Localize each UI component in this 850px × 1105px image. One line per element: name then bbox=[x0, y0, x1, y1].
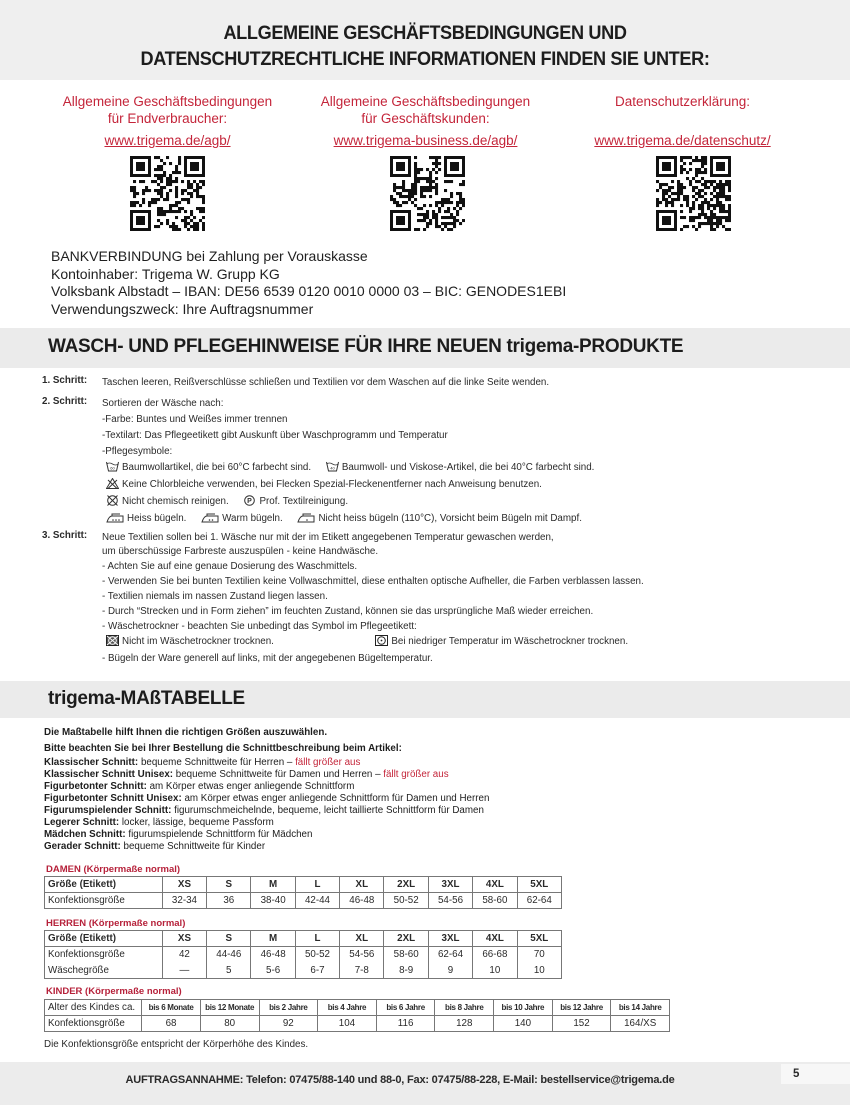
cut-description: bequeme Schnittweite für Herren – bbox=[140, 757, 296, 768]
cut-description: bequeme Schnittweite für Damen und Herren – bbox=[175, 769, 384, 780]
table-cell: 104 bbox=[318, 1016, 377, 1032]
cut-description: am Körper etwas enger anliegende Schnittform für Damen und Herren bbox=[184, 793, 490, 804]
table-header-cell: 4XL bbox=[473, 931, 517, 947]
table-header-row bbox=[45, 1000, 670, 1016]
table-header-cell: bis 14 Jahre bbox=[611, 1000, 670, 1016]
table-header-cell: bis 6 Monate bbox=[142, 1000, 201, 1016]
table-cell: 54-56 bbox=[428, 893, 472, 909]
cut-description: figurumspielende Schnittform für Mädchen bbox=[128, 829, 313, 840]
table-cell: 38-40 bbox=[251, 893, 295, 909]
table-cell: Wäschegröße bbox=[45, 963, 163, 979]
table-cell: 5 bbox=[207, 963, 251, 979]
table-cell: Konfektionsgröße bbox=[45, 1016, 142, 1032]
table-header-cell: 2XL bbox=[384, 931, 428, 947]
legal-links bbox=[0, 93, 850, 243]
table-row bbox=[45, 963, 562, 979]
step-text: - Bügeln der Ware generell auf links, mit der angegebenen Bügeltemperatur. bbox=[102, 653, 433, 664]
table-header-cell: 5XL bbox=[517, 877, 561, 893]
cut-description: am Körper etwas enger anliegende Schnittform bbox=[149, 781, 355, 792]
table-header-cell: XL bbox=[340, 931, 384, 947]
table-header-cell: bis 12 Jahre bbox=[552, 1000, 611, 1016]
table-cell: 66-68 bbox=[473, 947, 517, 963]
table-cell: 5-6 bbox=[251, 963, 295, 979]
cut-descriptions bbox=[44, 757, 489, 853]
iron-hot-icon bbox=[106, 512, 124, 523]
step-text: Sortieren der Wäsche nach: bbox=[102, 398, 224, 409]
table-header-cell: 3XL bbox=[428, 931, 472, 947]
cut-note: fällt größer aus bbox=[295, 757, 361, 768]
page-title bbox=[30, 20, 821, 72]
bank-heading: BANKVERBINDUNG bei Zahlung per Vorauskasse bbox=[51, 248, 368, 264]
cut-item bbox=[44, 817, 489, 829]
table-cell: 62-64 bbox=[517, 893, 561, 909]
ironing-row bbox=[102, 511, 594, 528]
table-cell: 164/XS bbox=[611, 1016, 670, 1032]
footer-band bbox=[0, 1062, 850, 1105]
table-header-cell: bis 2 Jahre bbox=[259, 1000, 318, 1016]
care-section-title: WASCH- UND PFLEGEHINWEISE FÜR IHRE NEUEN trigema-PRODUKTE bbox=[48, 336, 684, 357]
step-text: -Farbe: Buntes und Weißes immer trennen bbox=[102, 414, 288, 425]
step-text: - Textilien niemals im nassen Zustand liegen lassen. bbox=[102, 591, 328, 602]
table-header-cell: Alter des Kindes ca. bbox=[45, 1000, 142, 1016]
step-label: 3. Schritt: bbox=[42, 530, 88, 541]
table-row bbox=[45, 893, 562, 909]
account-holder: Kontoinhaber: Trigema W. Grupp KG bbox=[51, 265, 280, 282]
no-tumble-dry-icon bbox=[106, 635, 119, 646]
step-text: -Textilart: Das Pflegeetikett gibt Auskunft über Waschprogramm und Temperatur bbox=[102, 430, 448, 441]
iron-low-text: Nicht heiss bügeln (110°C), Vorsicht beim Bügeln mit Dampf. bbox=[318, 513, 582, 524]
size-intro bbox=[44, 727, 489, 853]
table-cell: 50-52 bbox=[384, 893, 428, 909]
step-text: um überschüssige Farbreste auszuspülen - keine Handwäsche. bbox=[102, 546, 379, 557]
cut-name: Mädchen Schnitt: bbox=[44, 829, 126, 840]
page-number: 5 bbox=[781, 1064, 850, 1084]
table-cell: 42-44 bbox=[295, 893, 339, 909]
table-cell: Konfektionsgröße bbox=[45, 947, 163, 963]
no-dry-clean-text: Nicht chemisch reinigen. bbox=[122, 496, 229, 507]
table-cell: 54-56 bbox=[340, 947, 384, 963]
table-cell: 116 bbox=[376, 1016, 435, 1032]
table-cell: 58-60 bbox=[473, 893, 517, 909]
table-header-cell: Größe (Etikett) bbox=[45, 931, 163, 947]
table-header-cell: bis 8 Jahre bbox=[435, 1000, 494, 1016]
table-cell: 9 bbox=[428, 963, 472, 979]
table-header-cell: XS bbox=[162, 931, 206, 947]
table-cell: 80 bbox=[200, 1016, 259, 1032]
damen-size-table bbox=[44, 876, 562, 909]
iron-warm-icon bbox=[201, 512, 219, 523]
bleach-row bbox=[102, 477, 594, 494]
professional-clean-text: Prof. Textilreinigung. bbox=[259, 496, 349, 507]
table-cell: 8-9 bbox=[384, 963, 428, 979]
step-label: 2. Schritt: bbox=[42, 396, 88, 407]
table-cell: 128 bbox=[435, 1016, 494, 1032]
step-text: - Durch “Strecken und in Form ziehen” im feuchten Zustand, können sie das ursprüngliche Maß wieder erreichen. bbox=[102, 606, 594, 617]
qr-code-agb-consumers[interactable] bbox=[130, 156, 205, 231]
link-agb-consumers bbox=[40, 93, 295, 149]
professional-clean-icon bbox=[243, 495, 256, 506]
table-header-cell: bis 12 Monate bbox=[200, 1000, 259, 1016]
tumble-dry-row bbox=[102, 634, 644, 651]
wash-40-text: Baumwoll- und Viskose-Artikel, die bei 40°C farbecht sind. bbox=[341, 462, 595, 473]
table-cell: 70 bbox=[517, 947, 561, 963]
no-bleach-text: Keine Chlorbleiche verwenden, bei Flecken Spezial-Fleckenentferner nach Anweisung benutzen. bbox=[122, 479, 542, 490]
table-cell: 6-7 bbox=[295, 963, 339, 979]
table-header-cell: M bbox=[251, 877, 295, 893]
cut-description: bequeme Schnittweite für Kinder bbox=[123, 841, 266, 852]
cut-item bbox=[44, 769, 489, 781]
table-header-cell: Größe (Etikett) bbox=[45, 877, 163, 893]
cut-item bbox=[44, 757, 489, 769]
agb-business-link[interactable]: www.trigema-business.de/agb/ bbox=[333, 133, 518, 148]
cut-name: Figurbetonter Schnitt Unisex: bbox=[44, 793, 182, 804]
bank-details bbox=[51, 248, 566, 318]
table-cell: 140 bbox=[494, 1016, 553, 1032]
table-cell: 50-52 bbox=[295, 947, 339, 963]
care-section-band bbox=[0, 328, 850, 368]
cut-name: Figurumspielender Schnitt: bbox=[44, 805, 172, 816]
iron-hot-text: Heiss bügeln. bbox=[127, 513, 187, 524]
cut-name: Klassischer Schnitt Unisex: bbox=[44, 769, 174, 780]
table-header-cell: L bbox=[295, 931, 339, 947]
title-line-2: DATENSCHUTZRECHTLICHE INFORMATIONEN FINDEN SIE UNTER: bbox=[140, 48, 710, 70]
link-label: Allgemeine Geschäftsbedingungen bbox=[320, 94, 531, 109]
svg-text:P: P bbox=[247, 498, 253, 505]
herren-table-title: HERREN (Körpermaße normal) bbox=[46, 918, 186, 929]
payment-reference: Verwendungszweck: Ihre Auftragsnummer bbox=[51, 300, 314, 317]
table-cell: 62-64 bbox=[428, 947, 472, 963]
table-header-row bbox=[45, 931, 562, 947]
kinder-table-title: KINDER (Körpermaße normal) bbox=[46, 986, 182, 997]
table-cell: Konfektionsgröße bbox=[45, 893, 163, 909]
cut-item bbox=[44, 805, 489, 817]
size-intro-line: Die Maßtabelle hilft Ihnen die richtigen Größen auszuwählen. bbox=[44, 727, 328, 738]
no-dry-clean-icon bbox=[106, 495, 119, 506]
table-cell: 46-48 bbox=[340, 893, 384, 909]
step-text: - Achten Sie auf eine genaue Dosierung des Waschmittels. bbox=[102, 561, 358, 572]
table-row bbox=[45, 947, 562, 963]
table-header-cell: bis 4 Jahre bbox=[318, 1000, 377, 1016]
table-header-row bbox=[45, 877, 562, 893]
cut-description: figurumschmeichelnde, bequeme, leicht taillierte Schnittform für Damen bbox=[174, 805, 484, 816]
svg-text:40: 40 bbox=[330, 465, 335, 471]
table-header-cell: S bbox=[207, 931, 251, 947]
table-cell: 36 bbox=[207, 893, 251, 909]
agb-consumer-link[interactable]: www.trigema.de/agb/ bbox=[104, 133, 231, 148]
cut-name: Gerader Schnitt: bbox=[44, 841, 121, 852]
link-label: Datenschutzerklärung: bbox=[614, 94, 751, 109]
link-privacy bbox=[555, 93, 810, 149]
wash-60-icon bbox=[106, 461, 119, 472]
iban-bic: Volksbank Albstadt – IBAN: DE56 6539 0120 0010 0000 03 – BIC: GENODES1EBI bbox=[51, 283, 567, 299]
title-line-1: ALLGEMEINE GESCHÄFTSBEDINGUNGEN UND bbox=[223, 22, 627, 44]
iron-low-icon bbox=[297, 512, 315, 523]
cut-item bbox=[44, 841, 489, 853]
link-sublabel: für Geschäftskunden: bbox=[361, 111, 490, 126]
table-header-cell: 5XL bbox=[517, 931, 561, 947]
size-section-band bbox=[0, 681, 850, 718]
table-header-cell: 3XL bbox=[428, 877, 472, 893]
privacy-link[interactable]: www.trigema.de/datenschutz/ bbox=[594, 133, 771, 148]
table-header-cell: bis 6 Jahre bbox=[376, 1000, 435, 1016]
svg-text:60: 60 bbox=[110, 465, 115, 471]
table-cell: 92 bbox=[259, 1016, 318, 1032]
cut-name: Legerer Schnitt: bbox=[44, 817, 120, 828]
qr-code-agb-business[interactable] bbox=[390, 156, 465, 231]
step-text: Neue Textilien sollen bei 1. Wäsche nur mit der im Etikett angegebenen Temperatur gewaschen werden, bbox=[102, 532, 554, 543]
step-text: Taschen leeren, Reißverschlüsse schließen und Textilien vor dem Waschen auf die linke Seite wenden. bbox=[102, 377, 550, 388]
no-bleach-icon bbox=[106, 478, 119, 489]
cut-item bbox=[44, 793, 489, 805]
table-header-cell: bis 10 Jahre bbox=[494, 1000, 553, 1016]
table-cell: 44-46 bbox=[207, 947, 251, 963]
table-header-cell: M bbox=[251, 931, 295, 947]
step-label: 1. Schritt: bbox=[42, 375, 88, 386]
herren-size-table bbox=[44, 930, 562, 979]
table-cell: 42 bbox=[162, 947, 206, 963]
cut-item bbox=[44, 781, 489, 793]
table-header-cell: S bbox=[207, 877, 251, 893]
size-section-title: trigema-MAßTABELLE bbox=[48, 688, 245, 709]
table-cell: 10 bbox=[517, 963, 561, 979]
low-tumble-dry-icon bbox=[375, 635, 388, 646]
iron-warm-text: Warm bügeln. bbox=[222, 513, 283, 524]
table-cell: 32-34 bbox=[162, 893, 206, 909]
kinder-size-table bbox=[44, 999, 670, 1032]
low-tumble-dry-text: Bei niedriger Temperatur im Wäschetrockner trocknen. bbox=[391, 636, 629, 647]
table-cell: 7-8 bbox=[340, 963, 384, 979]
order-contact: AUFTRAGSANNAHME: Telefon: 07475/88-140 und 88-0, Fax: 07475/88-228, E-Mail: bestellservice@trigema.de bbox=[125, 1074, 675, 1086]
cut-note: fällt größer aus bbox=[383, 769, 449, 780]
table-cell: 58-60 bbox=[384, 947, 428, 963]
size-intro-line: Bitte beachten Sie bei Ihrer Bestellung die Schnittbeschreibung beim Artikel: bbox=[44, 743, 402, 754]
damen-table-title: DAMEN (Körpermaße normal) bbox=[46, 864, 181, 875]
step-text: - Verwenden Sie bei bunten Textilien keine Vollwaschmittel, diese enthalten optische Aufheller, die Farben verblassen lassen. bbox=[102, 576, 644, 587]
step-text: -Pflegesymbole: bbox=[102, 446, 173, 457]
table-row bbox=[45, 1016, 670, 1032]
table-header-cell: XL bbox=[340, 877, 384, 893]
table-header-cell: L bbox=[295, 877, 339, 893]
wash-symbols-row bbox=[102, 460, 594, 477]
table-cell: 152 bbox=[552, 1016, 611, 1032]
table-cell: 10 bbox=[473, 963, 517, 979]
wash-40-icon bbox=[326, 461, 339, 472]
link-label: Allgemeine Geschäftsbedingungen bbox=[62, 94, 273, 109]
table-header-cell: 2XL bbox=[384, 877, 428, 893]
link-sublabel: für Endverbraucher: bbox=[107, 111, 228, 126]
dry-clean-row bbox=[102, 494, 594, 511]
cut-item bbox=[44, 829, 489, 841]
table-cell: 68 bbox=[142, 1016, 201, 1032]
wash-60-text: Baumwollartikel, die bei 60°C farbecht sind. bbox=[122, 462, 312, 473]
cut-name: Figurbetonter Schnitt: bbox=[44, 781, 147, 792]
cut-name: Klassischer Schnitt: bbox=[44, 757, 139, 768]
no-tumble-dry-text: Nicht im Wäschetrockner trocknen. bbox=[122, 636, 274, 647]
cut-description: locker, lässige, bequeme Passform bbox=[121, 817, 274, 828]
table-cell: 46-48 bbox=[251, 947, 295, 963]
table-cell: — bbox=[162, 963, 206, 979]
table-header-cell: XS bbox=[162, 877, 206, 893]
size-note: Die Konfektionsgröße entspricht der Körperhöhe des Kindes. bbox=[44, 1039, 309, 1050]
table-header-cell: 4XL bbox=[473, 877, 517, 893]
link-sublabel bbox=[555, 110, 810, 127]
link-agb-business bbox=[298, 93, 553, 149]
step-text: - Wäschetrockner - beachten Sie unbedingt das Symbol im Pflegeetikett: bbox=[102, 621, 417, 632]
qr-code-privacy[interactable] bbox=[656, 156, 731, 231]
